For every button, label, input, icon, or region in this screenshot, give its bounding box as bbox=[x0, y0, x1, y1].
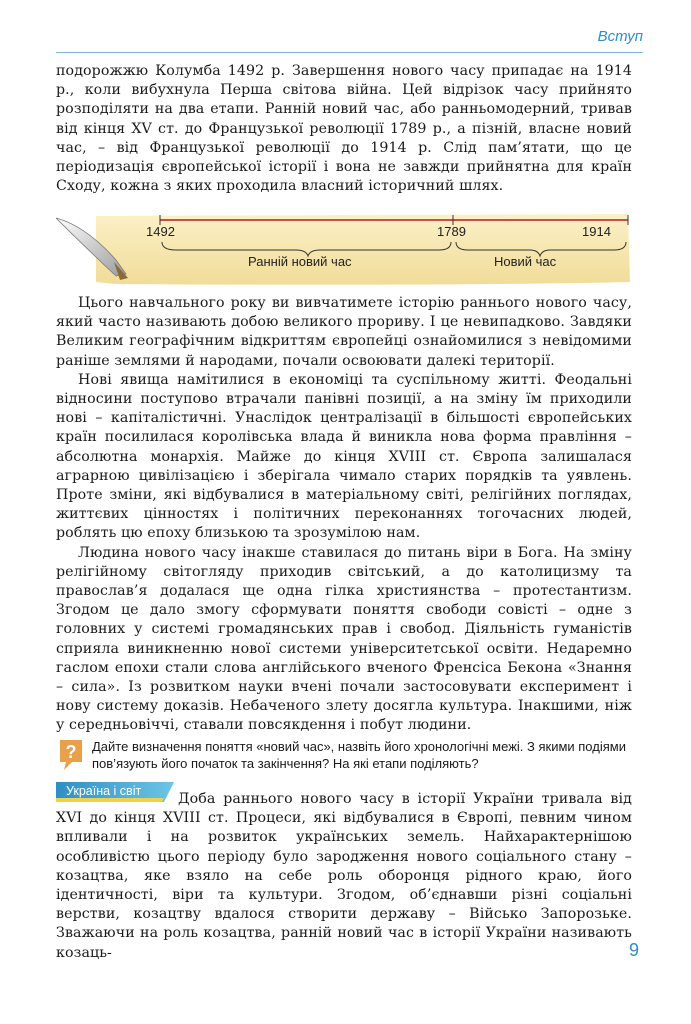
question-icon bbox=[58, 738, 84, 772]
page-number: 9 bbox=[628, 940, 639, 960]
svg-text:?: ? bbox=[65, 742, 77, 762]
paragraph-1: Цього навчального року ви вивчатимете історію раннього нового часу, який часто називають добою великого прориву. І це невипадково. Завдяки Великим географічним відкриттям європейці ознайомилися з невідомими раніше землями й народами, почали освоювати далекі території. bbox=[56, 295, 632, 369]
intro-text: подорожжю Колумба 1492 р. Завершення нового часу припадає на 1914 р., коли вибухнула Перша світова війна. Цей відрізок часу прийнято розподіляти на два етапи. Ранній новий час, або ранньомодерний, тривав від кінця XV ст. до Французької революції 1789 р., а пізній, власне новий час, – від Французької революції до 1914 р. Слід пам’ятати, що це періодизація європейської історії і вона не завжди прийнятна для країн Сходу, кожна з яких проходила власний історичний шлях. bbox=[56, 63, 632, 195]
question-box bbox=[56, 738, 632, 778]
question-text: Дайте визначення поняття «новий час», назвіть його хронологічні межі. З якими подіями пов’язують його початок та закінчення? На які етапи поділяють? bbox=[92, 739, 626, 771]
timeline-figure bbox=[56, 212, 632, 288]
timeline-year-end: 1914 bbox=[582, 224, 611, 239]
ukraine-text: Доба раннього нового часу в історії України тривала від XVI до кінця XVIII ст. Процеси, які відбувалися в Європі, певним чином впливали і на розвиток українських земель. Найхарактернішою особливістю цього періоду було зародження нового соціального стану – козацтва, яке взяло на себе роль оборонця рідного краю, його ідентичності, віри та культури. Згодом, об’єднавши різні соціальні верстви, козацтву вдалося створити державу – Військо Запорозьке. Зважаючи на роль козацтва, ранній новий час в історії України називають козаць- bbox=[56, 791, 632, 961]
header-divider bbox=[56, 52, 643, 53]
timeline-period-early: Ранній новий час bbox=[248, 254, 352, 269]
section-title: Вступ bbox=[597, 28, 643, 45]
parchment-background bbox=[96, 214, 630, 285]
paragraph-3: Людина нового часу інакше ставилася до питань віри в Бога. На зміну релігійному світогляду приходив світський, а до католицизму та православ’я додалася ще одна гілка християнства – протестантизм. Згодом це дало змогу сформувати поняття свободи совісті – одне з головних у системі громадянських прав і свобод. Діяльність гуманістів сприяла виникненню нової системи університетської освіти. Недаремно гаслом епохи стали слова англійського вченого Френсіса Бекона «Знання – сила». Із розвитком науки вчені почали застосовувати експеримент і нову систему доказів. Небаченого злету досягла культура. Інакшими, ніж у середньовіччі, ставали повсякдення і побут людини. bbox=[56, 544, 632, 734]
timeline-year-middle: 1789 bbox=[437, 224, 466, 239]
paragraph-2: Нові явища намітилися в економіці та суспільному житті. Феодальні відносини поступово втрачали панівні позиції, а на зміну їм приходили нові – капіталістичні. Унаслідок централізації в більшості європейських країн посилилася королівська влада й виникла нова форма правління – абсолютна монархія. Майже до кінця XVIII ст. Європа залишалася аграрною цивілізацією і зберігала чимало старих порядків та уявлень. Проте зміни, які відбувалися в матеріальному світі, релігійних поглядах, життєвих цінностях і політичних переконаннях тогочасних людей, роблять цю епоху близькою та зрозумілою нам. bbox=[56, 371, 632, 542]
ukraine-paragraph bbox=[56, 790, 632, 963]
timeline-period-modern: Новий час bbox=[494, 254, 557, 269]
timeline-year-start: 1492 bbox=[146, 224, 175, 239]
timeline-graphic bbox=[56, 212, 632, 288]
main-text bbox=[56, 294, 632, 736]
ukraine-world-label: Україна і світ bbox=[66, 784, 142, 798]
intro-paragraph bbox=[56, 62, 632, 196]
